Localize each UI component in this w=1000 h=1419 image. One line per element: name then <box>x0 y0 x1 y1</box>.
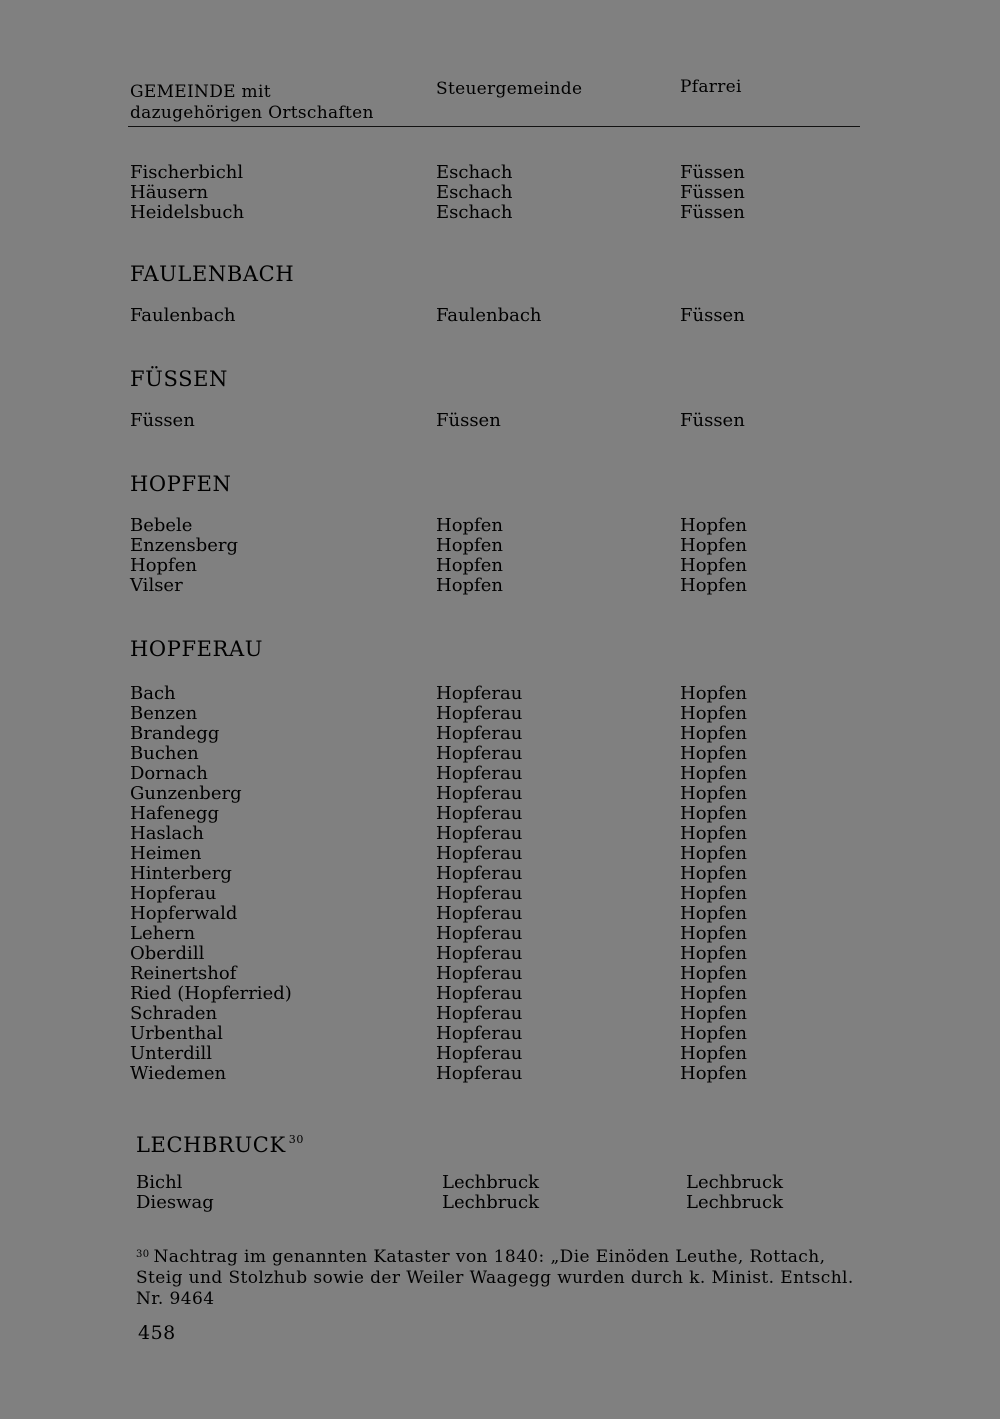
table-row <box>0 784 1000 804</box>
ortschaft-cell: Dornach <box>130 763 208 784</box>
steuergemeinde-cell: Hopfen <box>436 555 503 576</box>
steuergemeinde-cell: Hopferau <box>436 723 523 744</box>
header-steuergemeinde: Steuergemeinde <box>436 79 583 99</box>
section-title-faulenbach: FAULENBACH <box>130 262 295 286</box>
table-row <box>0 1024 1000 1044</box>
table-row <box>0 764 1000 784</box>
ortschaft-cell: Urbenthal <box>130 1023 223 1044</box>
section-title-fuessen: FÜSSEN <box>130 367 228 391</box>
steuergemeinde-cell: Hopferau <box>436 1043 523 1064</box>
pfarrei-cell: Hopfen <box>680 743 747 764</box>
table-row <box>0 306 1000 326</box>
pfarrei-cell: Hopfen <box>680 983 747 1004</box>
table-row <box>0 724 1000 744</box>
table-row <box>0 864 1000 884</box>
pfarrei-cell: Hopfen <box>680 683 747 704</box>
table-row <box>0 1004 1000 1024</box>
ortschaft-cell: Häusern <box>130 182 209 203</box>
ortschaft-cell: Hopferwald <box>130 903 238 924</box>
steuergemeinde-cell: Füssen <box>436 410 501 431</box>
table-row <box>0 904 1000 924</box>
table-row <box>0 203 1000 223</box>
pfarrei-cell: Füssen <box>680 182 745 203</box>
steuergemeinde-cell: Hopferau <box>436 823 523 844</box>
pfarrei-cell: Hopfen <box>680 1063 747 1084</box>
steuergemeinde-cell: Hopferau <box>436 763 523 784</box>
steuergemeinde-cell: Hopferau <box>436 803 523 824</box>
pfarrei-cell: Hopfen <box>680 535 747 556</box>
ortschaft-cell: Brandegg <box>130 723 220 744</box>
ortschaft-cell: Hopferau <box>130 883 217 904</box>
steuergemeinde-cell: Hopfen <box>436 535 503 556</box>
table-row <box>0 1044 1000 1064</box>
pfarrei-cell: Füssen <box>680 410 745 431</box>
steuergemeinde-cell: Hopferau <box>436 683 523 704</box>
table-row <box>0 556 1000 576</box>
ortschaft-cell: Oberdill <box>130 943 205 964</box>
steuergemeinde-cell: Hopferau <box>436 903 523 924</box>
table-row <box>0 924 1000 944</box>
steuergemeinde-cell: Hopferau <box>436 943 523 964</box>
table-row <box>0 411 1000 431</box>
ortschaft-cell: Gunzenberg <box>130 783 242 804</box>
table-row <box>0 944 1000 964</box>
header-gemeinde <box>130 82 374 124</box>
pfarrei-cell: Hopfen <box>680 923 747 944</box>
pfarrei-cell: Füssen <box>680 202 745 223</box>
steuergemeinde-cell: Hopferau <box>436 963 523 984</box>
header-gemeinde-line1: GEMEINDE mit <box>130 82 271 102</box>
pfarrei-cell: Hopfen <box>680 943 747 964</box>
pfarrei-cell: Lechbruck <box>686 1192 783 1213</box>
table-row <box>0 964 1000 984</box>
ortschaft-cell: Unterdill <box>130 1043 213 1064</box>
ortschaft-cell: Schraden <box>130 1003 218 1024</box>
table-row <box>0 844 1000 864</box>
pfarrei-cell: Hopfen <box>680 763 747 784</box>
table-row <box>0 884 1000 904</box>
ortschaft-cell: Bichl <box>136 1172 183 1193</box>
steuergemeinde-cell: Eschach <box>436 202 513 223</box>
ortschaft-cell: Reinertshof <box>130 963 237 984</box>
ortschaft-cell: Ried (Hopferried) <box>130 983 292 1004</box>
steuergemeinde-cell: Hopferau <box>436 863 523 884</box>
header-gemeinde-line2: dazugehörigen Ortschaften <box>130 103 374 123</box>
steuergemeinde-cell: Eschach <box>436 182 513 203</box>
ortschaft-cell: Hafenegg <box>130 803 220 824</box>
pfarrei-cell: Hopfen <box>680 883 747 904</box>
ortschaft-cell: Vilser <box>130 575 183 596</box>
pfarrei-cell: Hopfen <box>680 1023 747 1044</box>
steuergemeinde-cell: Lechbruck <box>442 1172 539 1193</box>
footnote <box>136 1244 876 1310</box>
steuergemeinde-cell: Hopferau <box>436 1003 523 1024</box>
ortschaft-cell: Füssen <box>130 410 195 431</box>
table-row <box>0 684 1000 704</box>
pfarrei-cell: Hopfen <box>680 963 747 984</box>
table-row <box>0 1064 1000 1084</box>
ortschaft-cell: Fischerbichl <box>130 162 244 183</box>
section-title-lechbruck <box>136 1128 304 1157</box>
footnote-text: Nachtrag im genannten Kataster von 1840: „Die Einöden Leuthe, Rottach, Steig und Stolzhub sowie der Weiler Waagegg wurden durch k. Minist. Entschl. Nr. 9464 <box>136 1247 854 1309</box>
ortschaft-cell: Buchen <box>130 743 199 764</box>
steuergemeinde-cell: Hopferau <box>436 783 523 804</box>
pfarrei-cell: Hopfen <box>680 803 747 824</box>
ortschaft-cell: Faulenbach <box>130 305 236 326</box>
table-row <box>0 804 1000 824</box>
pfarrei-cell: Hopfen <box>680 723 747 744</box>
table-row <box>0 1173 1000 1193</box>
section-title-lechbruck-text: LECHBRUCK <box>136 1133 286 1157</box>
ortschaft-cell: Heimen <box>130 843 202 864</box>
pfarrei-cell: Füssen <box>680 305 745 326</box>
steuergemeinde-cell: Hopferau <box>436 743 523 764</box>
steuergemeinde-cell: Hopferau <box>436 983 523 1004</box>
ortschaft-cell: Bebele <box>130 515 193 536</box>
pfarrei-cell: Hopfen <box>680 555 747 576</box>
header-pfarrei: Pfarrei <box>680 77 742 97</box>
footnote-reference: 30 <box>288 1133 304 1146</box>
steuergemeinde-cell: Hopferau <box>436 1063 523 1084</box>
table-row <box>0 576 1000 596</box>
steuergemeinde-cell: Hopferau <box>436 883 523 904</box>
steuergemeinde-cell: Hopfen <box>436 575 503 596</box>
pfarrei-cell: Hopfen <box>680 575 747 596</box>
steuergemeinde-cell: Hopfen <box>436 515 503 536</box>
table-row <box>0 163 1000 183</box>
pfarrei-cell: Hopfen <box>680 1003 747 1024</box>
pfarrei-cell: Hopfen <box>680 703 747 724</box>
table-row <box>0 744 1000 764</box>
table-row <box>0 704 1000 724</box>
pfarrei-cell: Lechbruck <box>686 1172 783 1193</box>
section-title-hopfen: HOPFEN <box>130 472 232 496</box>
footnote-mark: 30 <box>136 1249 150 1260</box>
steuergemeinde-cell: Hopferau <box>436 923 523 944</box>
steuergemeinde-cell: Hopferau <box>436 703 523 724</box>
pfarrei-cell: Hopfen <box>680 903 747 924</box>
pfarrei-cell: Hopfen <box>680 783 747 804</box>
ortschaft-cell: Dieswag <box>136 1192 214 1213</box>
steuergemeinde-cell: Lechbruck <box>442 1192 539 1213</box>
pfarrei-cell: Füssen <box>680 162 745 183</box>
pfarrei-cell: Hopfen <box>680 823 747 844</box>
page-number: 458 <box>138 1322 176 1344</box>
table-row <box>0 183 1000 203</box>
table-row <box>0 1193 1000 1213</box>
steuergemeinde-cell: Hopferau <box>436 843 523 864</box>
ortschaft-cell: Benzen <box>130 703 198 724</box>
ortschaft-cell: Hopfen <box>130 555 197 576</box>
section-title-hopferau: HOPFERAU <box>130 637 264 661</box>
ortschaft-cell: Hinterberg <box>130 863 232 884</box>
ortschaft-cell: Wiedemen <box>130 1063 227 1084</box>
table-row <box>0 516 1000 536</box>
table-row <box>0 984 1000 1004</box>
pfarrei-cell: Hopfen <box>680 843 747 864</box>
header-rule <box>128 126 860 127</box>
steuergemeinde-cell: Faulenbach <box>436 305 542 326</box>
ortschaft-cell: Haslach <box>130 823 204 844</box>
steuergemeinde-cell: Hopferau <box>436 1023 523 1044</box>
pfarrei-cell: Hopfen <box>680 515 747 536</box>
ortschaft-cell: Bach <box>130 683 176 704</box>
ortschaft-cell: Lehern <box>130 923 196 944</box>
table-row <box>0 824 1000 844</box>
pfarrei-cell: Hopfen <box>680 863 747 884</box>
ortschaft-cell: Enzensberg <box>130 535 238 556</box>
pfarrei-cell: Hopfen <box>680 1043 747 1064</box>
ortschaft-cell: Heidelsbuch <box>130 202 245 223</box>
steuergemeinde-cell: Eschach <box>436 162 513 183</box>
table-row <box>0 536 1000 556</box>
